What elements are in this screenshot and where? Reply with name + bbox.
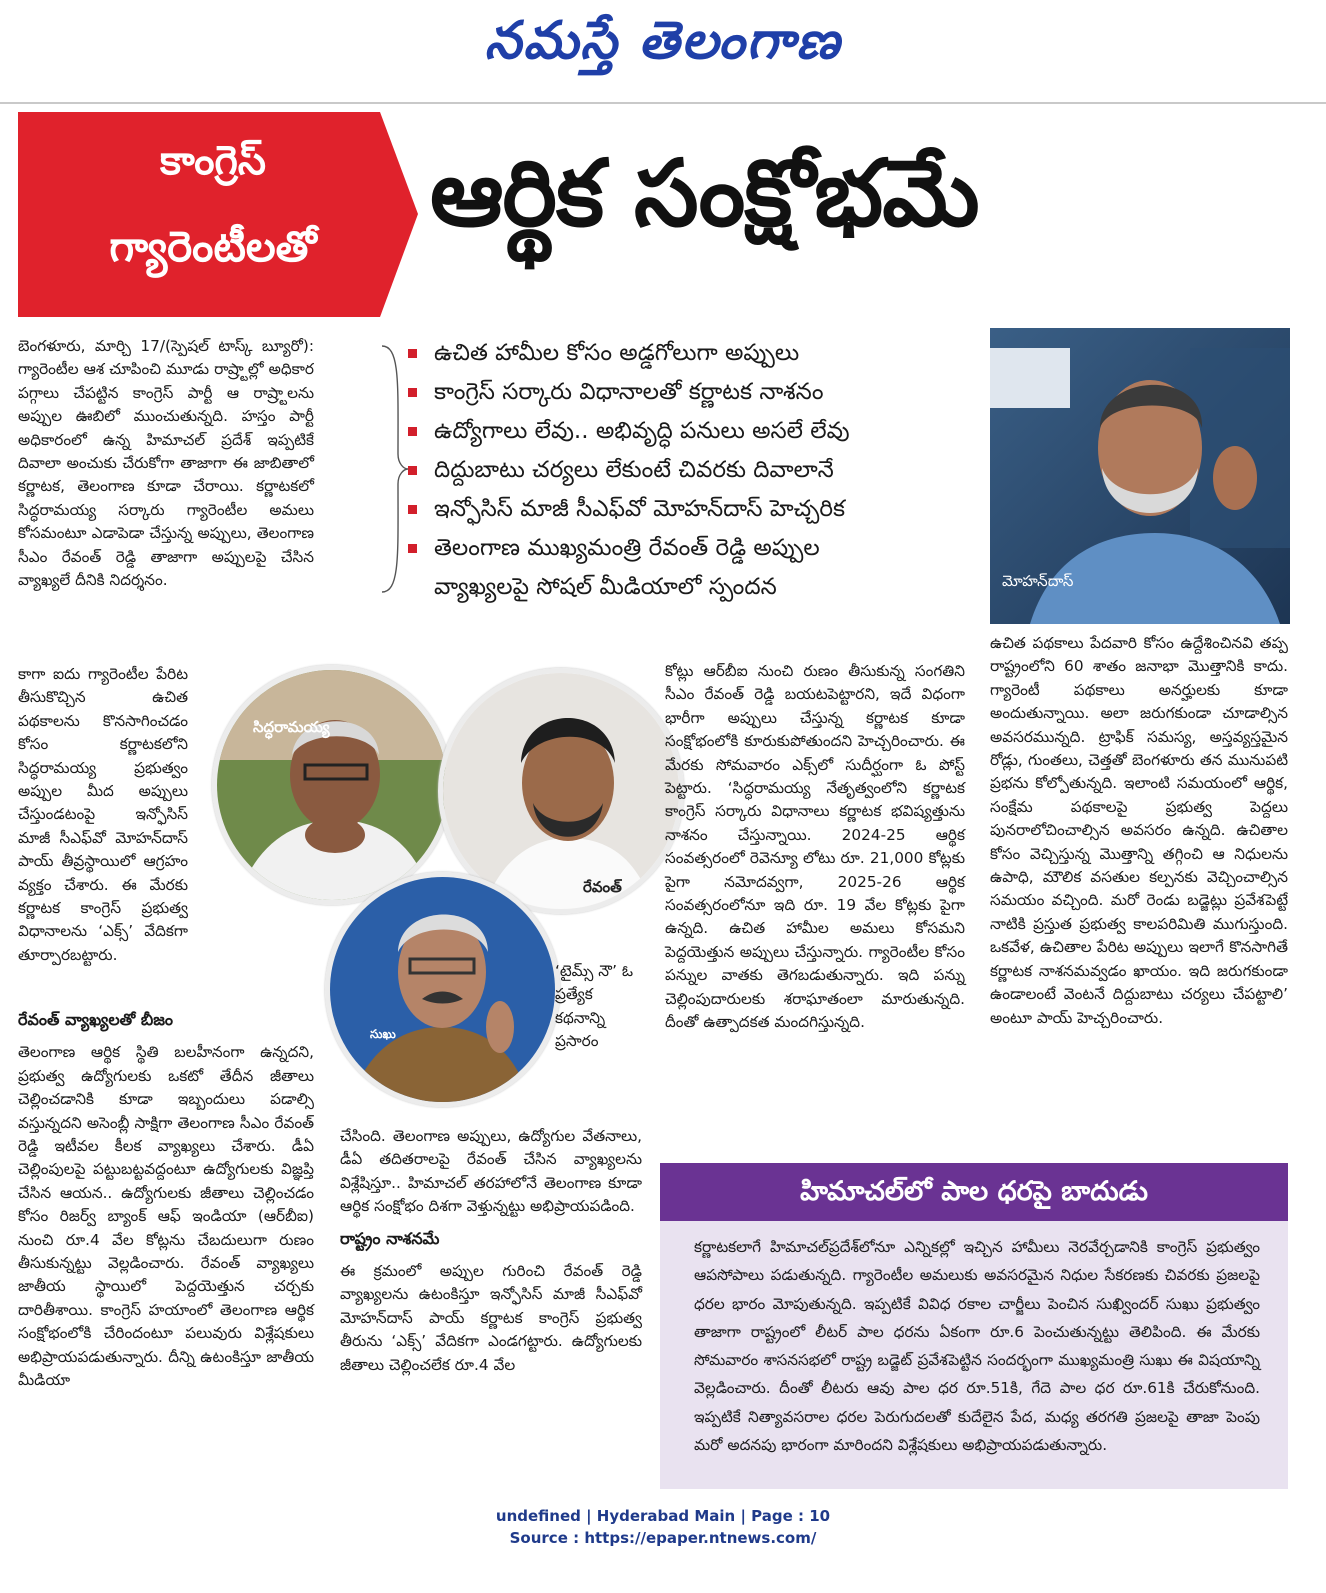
bullet-marker (408, 349, 417, 358)
masthead-title: నమస్తే తెలంగాణ (484, 10, 842, 71)
article-column-2 (340, 1125, 642, 1377)
main-headline: ఆర్థిక సంక్షోభమే (430, 140, 979, 247)
bullet-marker (408, 388, 417, 397)
siddaramaiah-caption: సిద్ధరామయ్య (253, 718, 330, 736)
bullet-item (408, 490, 980, 529)
paragraph: ‘టైమ్స్ నౌ’ ఓ ప్రత్యేక కథనాన్ని ప్రసారం (555, 962, 634, 1051)
siddaramaiah-photo (212, 665, 452, 905)
bullet-text: ఉచిత హామీల కోసం అడ్డగోలుగా అప్పులు (434, 340, 800, 366)
paragraph: తెలంగాణ ఆర్థిక స్థితి బలహీనంగా ఉన్నదని, ప్రభుత్వ ఉద్యోగులకు ఒకటో తేదీన జీతాలు చెల్లించడానికి కూడా ఇబ్బందులు పడాల్సి వస్తున్నదని అసెంబ్లీ సాక్షిగా తెలంగాణ సీఎం రేవంత్ రెడ్డి ఇటీవల కీలక వ్యాఖ్యలు చేశారు. డీఏ చెల్లింపులపై పట్టుబట్టవద్దంటూ ఉద్యోగులకు విజ్ఞప్తి చేసిన ఆయన.. ఉద్యోగులకు జీతాలు చెల్లించడం కోసం రిజర్వ్ బ్యాంక్ ఆఫ్ ఇండియా (ఆర్‌బీఐ) నుంచి రూ.4 వేల కోట్లను చేబదులుగా రుణం తీసుకున్నట్టు వెల్లడించారు. రేవంత్ వ్యాఖ్యలు జాతీయ స్థాయిలో పెద్దయెత్తున చర్చకు దారితీశాయి. కాంగ్రెస్ హయాంలో తెలంగాణ ఆర్థిక సంక్షోభంలోకి చేరిందంటూ పలువురు విశ్లేషకులు అభిప్రాయపడుతున్నారు. దీన్ని ఉటంకిస్తూ జాతీయ మీడియా (18, 1043, 314, 1390)
footer-source-link[interactable]: Source : https://epaper.ntnews.com/ (509, 1529, 817, 1547)
bullet-continuation: వ్యాఖ్యలపై సోషల్ మీడియాలో స్పందన (434, 574, 777, 600)
masthead-divider (0, 102, 1326, 104)
paragraph: ఉచిత పథకాలు పేదవారి కోసం ఉద్దేశించినవి తప్ప రాష్ట్రంలోని 60 శాతం జనాభా మొత్తానికి కాదు. గ్యారెంటీ పథకాలు అనర్హులకు కూడా అందుతున్నాయి. అలా జరుగకుండా చూడాల్సిన అవసరమున్నది. ట్రాఫిక్ సమస్య, అస్తవ్యస్తమైన రోడ్లు, గుంతలు, చెత్తతో బెంగళూరు తన మునుపటి ప్రభను కోల్పోతున్నది. ఇలాంటి సమయంలో ఆర్థిక, సంక్షేమ పథకాలపై ప్రభుత్వ పెద్దలు పునరాలోచించాల్సిన అవసరం ఉన్నది. ఉచితాల కోసం వెచ్చిస్తున్న మొత్తాన్ని తగ్గించి ఆ నిధులను ఉపాధి, మౌలిక వసతుల కల్పనకు వెచ్చించాల్సిన సమయం వచ్చింది. మరో రెండు బడ్జెట్లు ప్రవేశపెట్టే నాటికి ప్రస్తుత ప్రభుత్వ కాలపరిమితి ముగుస్తుంది. ఒకవేళ, ఉచితాల పేరిట అప్పులు ఇలాగే కొనసాగితే కర్ణాటక నాశనమవ్వడం ఖాయం. ఇది జరుగకుండా ఉండాలంటే వెంటనే దిద్దుబాటు చర్యలు చేపట్టాలి’ అంటూ పాయ్ హెచ్చరించారు. (990, 634, 1288, 1027)
bullet-item (408, 451, 980, 490)
bullet-item (408, 529, 980, 607)
sukhu-photo (325, 872, 560, 1107)
article-column-1 (18, 335, 314, 592)
kicker-box (18, 112, 418, 317)
paragraph: బెంగళూరు, మార్చి 17/(స్పెషల్ టాస్క్ బ్యూరో): గ్యారెంటీల ఆశ చూపించి మూడు రాష్ర్టాల్లో అధికార పగ్గాలు చేపట్టిన కాంగ్రెస్ పార్టీ ఆ రాష్ర్టాలను అప్పుల ఊబిలో ముంచుతున్నది. హస్తం పార్టీ అధికారంలో ఉన్న హిమాచల్ ప్రదేశ్ ఇప్పటికే దివాలా అంచుకు చేరుకోగా తాజాగా ఈ జాబితాలో కర్ణాటక, తెలంగాణ కూడా చేరాయి. కర్ణాటకలో సిద్ధరామయ్య సర్కారు గ్యారెంటీల అమలు కోసమంటూ ఎడాపెడా చేస్తున్న అప్పులు, తెలంగాణ సీఎం రేవంత్ రెడ్డి తాజాగా అప్పులపై చేసిన వ్యాఖ్యలే దీనికి నిదర్శనం. (18, 337, 314, 590)
bullet-text: తెలంగాణ ముఖ్యమంత్రి రేవంత్ రెడ్డి అప్పుల (434, 535, 820, 561)
bullet-marker (408, 505, 417, 514)
kicker-line-2: గ్యారెంటీలతో (109, 222, 317, 271)
bullet-deck (380, 334, 980, 607)
bullet-item (408, 373, 980, 412)
kicker-line-1: కాంగ్రెస్ (160, 138, 266, 184)
himachal-box-body (660, 1221, 1288, 1489)
article-column-2-narrow (555, 960, 637, 1054)
himachal-box-text: కర్ణాటకలాగే హిమాచల్‌ప్రదేశ్‌లోనూ ఎన్నికల్లో ఇచ్చిన హామీలు నెరవేర్చడానికి కాంగ్రెస్ ప్రభుత్వం ఆపసోపాలు పడుతున్నది. గ్యారెంటీల అమలుకు అవసరమైన నిధుల సేకరణకు చివరకు ప్రజలపై ధరల భారం మోపుతున్నది. ఇప్పటికే వివిధ రకాల చార్జీలు పెంచిన సుఖ్విందర్ సుఖు ప్రభుత్వం తాజాగా రాష్ట్రంలో లీటర్ పాల ధరను ఏకంగా రూ.6 పెంచుతున్నట్టు తెలిపింది. ఈ మేరకు సోమవారం శాసనసభలో రాష్ట్ర బడ్జెట్ ప్రవేశపెట్టిన సందర్భంగా ముఖ్యమంత్రి సుఖు ఈ విషయాన్ని వెల్లడించారు. దీంతో లీటరు ఆవు పాల ధర రూ.51కి, గేదె పాల ధర రూ.61కి చేరుకోనుంది. ఇప్పటికే నిత్యావసరాల ధరల పెరుగుదలతో కుదేలైన పేద, మధ్య తరగతి ప్రజలపై తాజా పెంపు మరో అదనపు భారంగా మారిందని విశ్లేషకులు అభిప్రాయపడుతున్నారు. (694, 1238, 1260, 1455)
revanth-caption: రేవంత్ (583, 878, 622, 896)
bullet-marker (408, 427, 417, 436)
article-column-1-lower (18, 1000, 314, 1393)
mohandas-photo (990, 328, 1290, 624)
article-column-1-narrow (18, 663, 188, 967)
bullet-marker (408, 466, 417, 475)
paragraph: ఈ క్రమంలో అప్పుల గురించి రేవంత్ రెడ్డి వ్యాఖ్యలను ఉటంకిస్తూ ఇన్ఫోసిస్ మాజీ సీఎఫ్‌వో మోహన్‌దాస్ పాయ్ కర్ణాటక కాంగ్రెస్ ప్రభుత్వ తీరును ‘ఎక్స్’ వేదికగా ఎండగట్టారు. ఉద్యోగులకు జీతాలు చెల్లించలేక రూ.4 వేల (340, 1262, 642, 1374)
paragraph: కాగా ఐదు గ్యారెంటీల పేరిట తీసుకొచ్చిన ఉచిత పథకాలను కొనసాగించడం కోసం కర్ణాటకలోని సిద్ధరామయ్య ప్రభుత్వం అప్పుల మీద అప్పులు చేస్తుండటంపై ఇన్ఫోసిస్ మాజీ సీఎఫ్‌వో మోహన్‌దాస్ పాయ్ తీవ్రస్థాయిలో ఆగ్రహం వ్యక్తం చేశారు. ఈ మేరకు కర్ణాటక కాంగ్రెస్ ప్రభుత్వ విధానాలను ‘ఎక్స్’ వేదికగా తూర్పారబట్టారు. (18, 665, 188, 964)
bullet-item (408, 412, 980, 451)
bullet-marker (408, 544, 417, 553)
page-footer (0, 1505, 1326, 1549)
bullet-item (408, 334, 980, 373)
brace-decoration (380, 344, 410, 594)
bullet-text: దిద్దుబాటు చర్యలు లేకుంటే చివరకు దివాలానే (434, 457, 834, 483)
bullet-text: కాంగ్రెస్ సర్కారు విధానాలతో కర్ణాటక నాశనం (434, 379, 824, 405)
footer-edition: undefined | Hyderabad Main | Page : 10 (495, 1507, 831, 1525)
siddaramaiah-portrait-illustration (217, 670, 447, 900)
himachal-box-title: హిమాచల్‌లో పాల ధరపై బాదుడు (660, 1163, 1288, 1221)
revanth-portrait-illustration (443, 673, 679, 909)
subheading: రాష్ట్రం నాశనమే (340, 1228, 440, 1248)
bullet-text: ఉద్యోగాలు లేవు.. అభివృద్ధి పనులు అసలే లేవు (434, 418, 850, 444)
photo-caption: మోహన్‌దాస్ (1002, 572, 1074, 590)
subheading: రేవంత్ వ్యాఖ్యలతో బీజం (18, 1010, 173, 1029)
article-column-4 (990, 632, 1288, 1030)
sukhu-caption: సుఖు (370, 1027, 396, 1041)
article-column-3 (665, 660, 965, 1035)
sukhu-portrait-illustration (330, 877, 555, 1102)
paragraph: కోట్లు ఆర్‌బీఐ నుంచి రుణం తీసుకున్న సంగతిని సీఎం రేవంత్ రెడ్డి బయటపెట్టారని, ఇదే విధంగా భారీగా అప్పులు చేస్తున్న కర్ణాటక కూడా సంక్షోభంలోకి కూరుకుపోతుందని హెచ్చరించారు. ఈ మేరకు సోమవారం ఎక్స్‌లో సుదీర్ఘంగా ఓ పోస్ట్ పెట్టారు. ‘సిద్ధరామయ్య నేతృత్వంలోని కర్ణాటక కాంగ్రెస్ సర్కారు విధానాలు కర్ణాటక భవిష్యత్తును నాశనం చేస్తున్నాయి. 2024-25 ఆర్థిక సంవత్సరంలో రెవెన్యూ లోటు రూ. 21,000 కోట్లకు పైగా నమోదవ్వగా, 2025-26 ఆర్థిక సంవత్సరంలోనూ ఇది రూ. 19 వేల కోట్లకు పైగా ఉన్నది. ఉచిత హామీల అమలు కోసమని పెద్దయెత్తున అప్పులు చేస్తున్నారు. గ్యారెంటీల కోసం పన్నుల వాతకు తెగబడుతున్నారు. ఇది పన్ను చెల్లింపుదారులకు శరాఘాతంలా మారుతున్నది. దీంతో ఉత్పాదకత మందగిస్తున్నది. (665, 662, 965, 1032)
paragraph: చేసింది. తెలంగాణ అప్పులు, ఉద్యోగుల వేతనాలు, డీఏ తదితరాలపై రేవంత్ చేసిన వ్యాఖ్యలను విశ్లేషిస్తూ.. హిమాచల్ తరహాలోనే తెలంగాణ కూడా ఆర్థిక సంక్షోభం దిశగా వెళ్తున్నట్టు అభిప్రాయపడింది. (340, 1127, 642, 1216)
bullet-list (380, 334, 980, 607)
bullet-text: ఇన్ఫోసిస్ మాజీ సీఎఫ్‌వో మోహన్‌దాస్ హెచ్చరిక (434, 496, 846, 522)
masthead (0, 0, 1326, 100)
